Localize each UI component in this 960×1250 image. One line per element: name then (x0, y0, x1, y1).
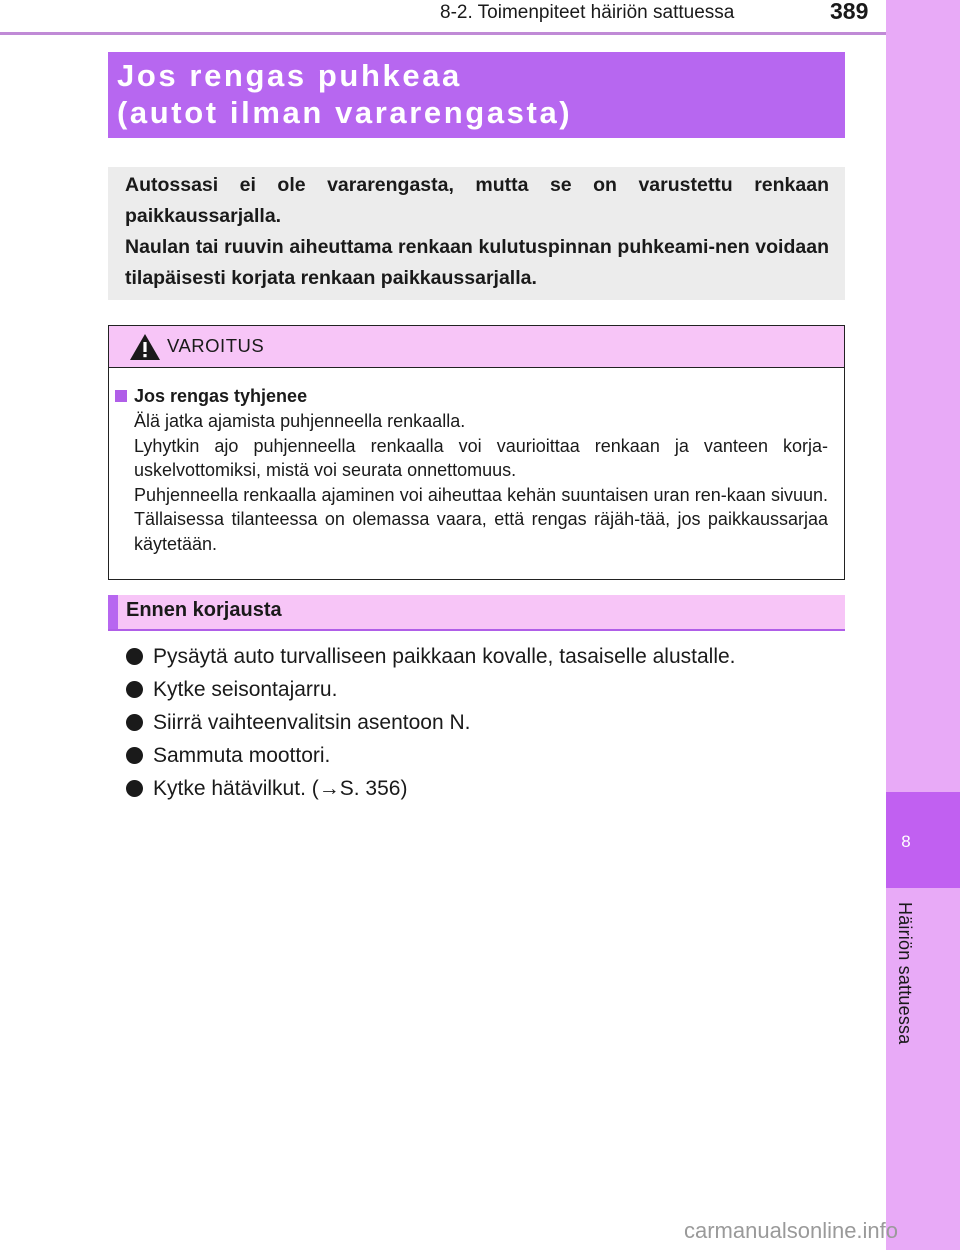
warning-paragraph-2: Lyhytkin ajo puhjenneella renkaalla voi vaurioittaa renkaan ja vanteen korja-uskelvottomiksi, mistä voi seurata onnettomuus. (134, 435, 828, 480)
chapter-label: Häiriön sattuessa (895, 902, 915, 1045)
page-number: 389 (830, 0, 869, 24)
list-item-text: Sammuta moottori. (153, 743, 331, 767)
round-bullet-icon (126, 714, 143, 731)
warning-body (109, 368, 844, 556)
side-tab-background (886, 0, 960, 1250)
steps-list (126, 640, 736, 805)
intro-box (108, 167, 845, 300)
list-item-text: Pysäytä auto turvalliseen paikkaan kovalle, tasaiselle alustalle. (153, 644, 736, 668)
list-item (126, 673, 736, 706)
subsection-title: Ennen korjausta (126, 599, 282, 621)
warning-paragraph-1: Älä jatka ajamista puhjenneella renkaalla. (134, 411, 466, 431)
chapter-number: 8 (901, 832, 911, 851)
header-section-title: 8-2. Toimenpiteet häiriön sattuessa (440, 2, 735, 23)
round-bullet-icon (126, 681, 143, 698)
watermark: carmanualsonline.info (684, 1218, 899, 1243)
round-bullet-icon (126, 780, 143, 797)
warning-triangle-icon (129, 333, 161, 361)
intro-paragraph-2: Naulan tai ruuvin aiheuttama renkaan kulutuspinnan puhkeami-nen voidaan tilapäisesti korjata renkaan paikkaussarjalla. (125, 236, 829, 289)
banner-title-line-2: (autot ilman vararengasta) (117, 95, 573, 130)
warning-subheading (134, 383, 828, 409)
list-item-text: Kytke seisontajarru. (153, 677, 338, 701)
warning-title: VAROITUS (167, 335, 265, 356)
round-bullet-icon (126, 648, 143, 665)
subsection-accent-bar (108, 595, 118, 629)
section-banner (108, 52, 845, 138)
list-item (126, 739, 736, 772)
warning-paragraph-3: Puhjenneella renkaalla ajaminen voi aiheuttaa kehän suuntaisen uran ren-kaan sivuun. Tällaisessa tilanteessa on olemassa vaara, että rengas räjäh-tää, jos paikkaussarjaa käytetään. (134, 484, 828, 554)
list-item-text: Siirrä vaihteenvalitsin asentoon N. (153, 710, 471, 734)
intro-paragraph-1: Autossasi ei ole vararengasta, mutta se on varustettu renkaan paikkaussarjalla. (125, 174, 829, 227)
banner-title-line-1: Jos rengas puhkeaa (117, 58, 462, 93)
list-item (126, 772, 736, 805)
warning-subheading-text: Jos rengas tyhjenee (134, 386, 308, 406)
list-item (126, 706, 736, 739)
warning-box (108, 325, 845, 580)
subsection-header (108, 595, 845, 631)
list-item-text: Kytke hätävilkut. (→S. 356) (153, 776, 408, 800)
list-item (126, 640, 736, 673)
header-divider (0, 32, 886, 35)
round-bullet-icon (126, 747, 143, 764)
warning-header (109, 326, 844, 368)
square-bullet-icon (115, 390, 127, 402)
